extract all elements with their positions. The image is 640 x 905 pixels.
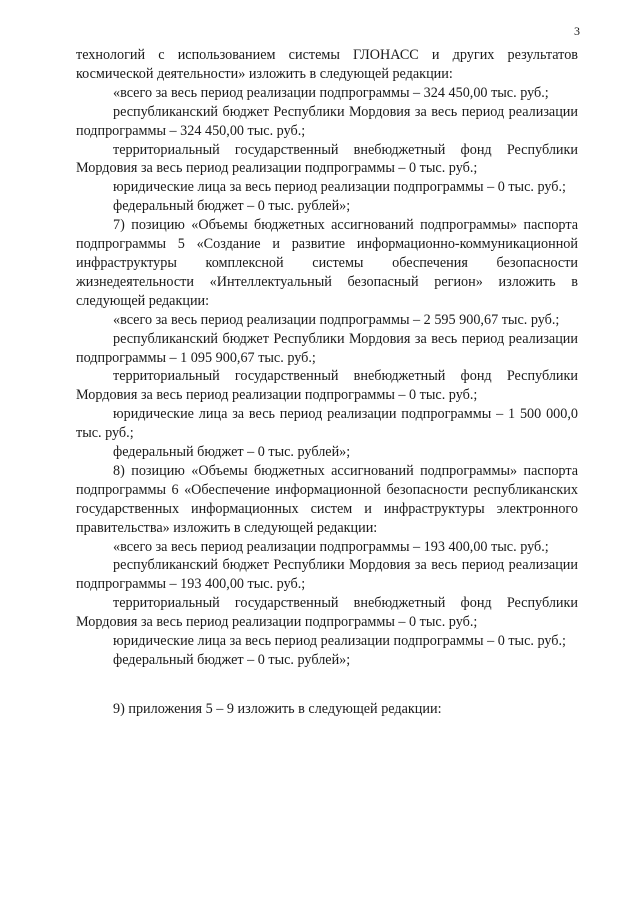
paragraph-6: федеральный бюджет – 0 тыс. рублей»; [113,198,351,215]
paragraph-5: юридические лица за весь период реализации подпрограммы – 0 тыс. руб.; [113,179,567,196]
paragraph-1: технологий с использованием системы ГЛОНАСС и других результатов космической деятельности» изложить в следующей редакции: [76,47,578,82]
paragraph-11: юридические лица за весь период реализации подпрограммы – 1 500 000,0 тыс. руб.; [76,406,578,442]
paragraph-3: республиканский бюджет Республики Мордовия за весь период реализации подпрограммы – 324 450,00 тыс. руб.; [76,103,578,139]
paragraph-7: 7) позицию «Объемы бюджетных ассигнований подпрограммы» паспорта подпрограммы 5 «Создание и развитие информационно-коммуникационной инфраструктуры комплексной системы обеспечения безопасности жизнедеятельности «Интеллектуальный безопасный регион» изложить в следующей редакции: [76,217,578,309]
paragraph-15: республиканский бюджет Республики Мордовия за весь период реализации подпрограммы – 193 400,00 тыс. руб.; [76,557,578,593]
paragraph-17: юридические лица за весь период реализации подпрограммы – 0 тыс. руб.; [113,633,567,650]
paragraph-13: 8) позицию «Объемы бюджетных ассигнований подпрограммы» паспорта подпрограммы 6 «Обеспечение информационной безопасности республиканских государственных информационных систем и инфраструктуры электронного правительства» изложить в следующей редакции: [76,462,578,536]
document-body [76,46,578,719]
paragraph-12: федеральный бюджет – 0 тыс. рублей»; [113,444,351,461]
spacer [76,670,578,700]
page-number: 3 [574,24,580,38]
paragraph-8: «всего за весь период реализации подпрограммы – 2 595 900,67 тыс. руб.; [113,311,560,328]
paragraph-10: территориальный государственный внебюджетный фонд Республики Мордовия за весь период реализации подпрограммы – 0 тыс. руб.; [76,368,578,404]
paragraph-14: «всего за весь период реализации подпрограммы – 193 400,00 тыс. руб.; [113,538,549,555]
paragraph-4: территориальный государственный внебюджетный фонд Республики Мордовия за весь период реализации подпрограммы – 0 тыс. руб.; [76,141,578,177]
paragraph-9: республиканский бюджет Республики Мордовия за весь период реализации подпрограммы – 1 095 900,67 тыс. руб.; [76,330,578,366]
paragraph-final: 9) приложения 5 – 9 изложить в следующей редакции: [113,700,442,717]
paragraph-2: «всего за весь период реализации подпрограммы – 324 450,00 тыс. руб.; [113,84,549,101]
paragraph-16: территориальный государственный внебюджетный фонд Республики Мордовия за весь период реализации подпрограммы – 0 тыс. руб.; [76,595,578,631]
paragraph-18: федеральный бюджет – 0 тыс. рублей»; [113,652,351,668]
